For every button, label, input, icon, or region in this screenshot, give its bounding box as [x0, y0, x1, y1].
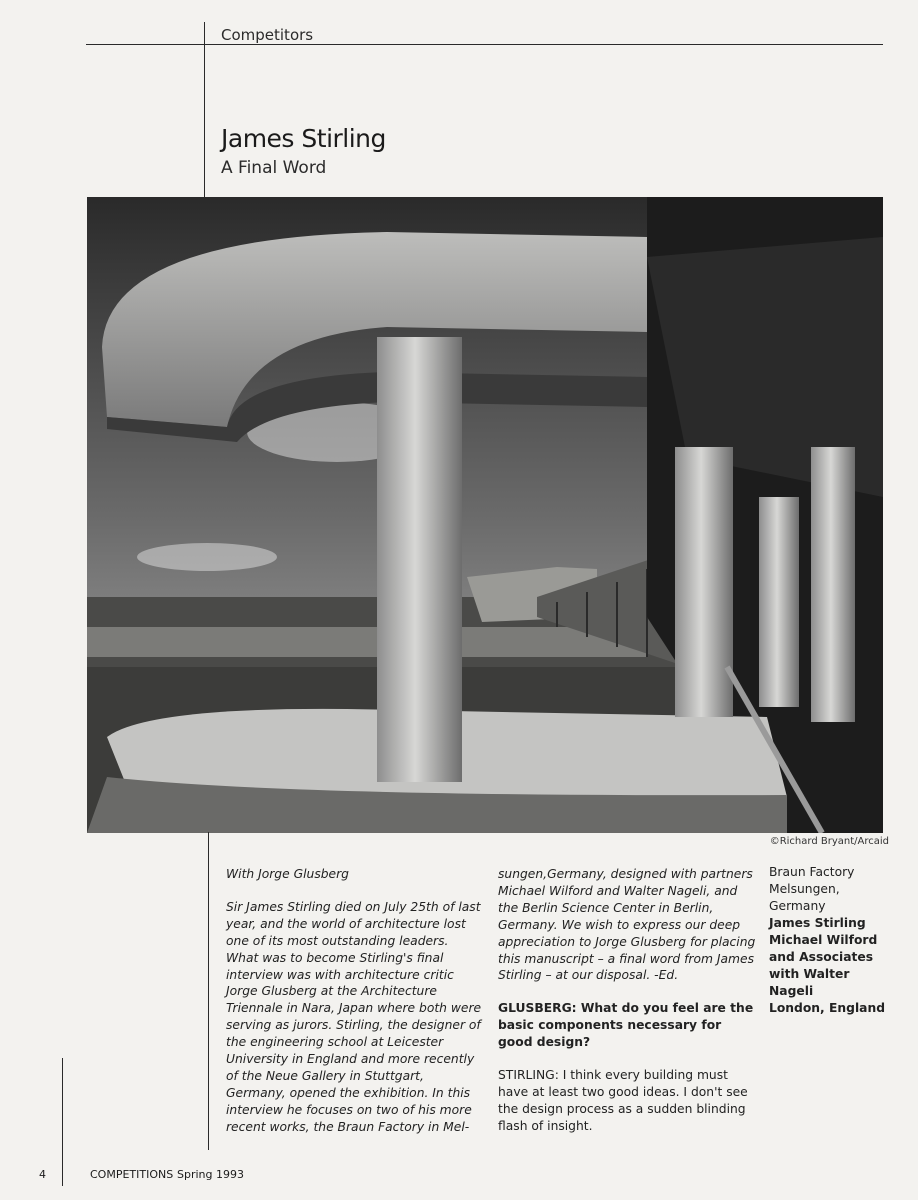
- issue-date: Spring 1993: [177, 1168, 244, 1181]
- interview-question: GLUSBERG: What do you feel are the basic components necessary for good design?: [498, 1001, 754, 1050]
- header-vertical-rule: [204, 22, 205, 198]
- photo-illustration: [87, 197, 883, 833]
- caption-architect: James Stirling: [769, 916, 866, 930]
- caption-project: Braun Factory: [769, 865, 855, 879]
- intro-paragraph: Sir James Stirling died on July 25th of last year, and the world of architecture lost one of its most outstanding leaders. What was to become Stirling's final interview was with architecture critic Jorge Glusberg at the Architecture Triennale in Nara, Japan where both were serving as jurors. Stirling, the designer of the engineering school at Leicester University in England and more recently of the Neue Gallery in Stuttgart, Germany, opened the exhibition. In this interview he focuses on two of his more recent works, the Braun Factory in Mel-: [226, 899, 482, 1134]
- article-column-2: [498, 866, 756, 1135]
- magazine-name: COMPETITIONS: [90, 1168, 174, 1181]
- caption-partner: Michael Wilford: [769, 933, 878, 947]
- caption-location: Melsungen, Germany: [769, 882, 840, 913]
- caption-firm-location: London, England: [769, 1001, 886, 1015]
- header-rule: [86, 44, 883, 45]
- column-vertical-rule: [208, 832, 209, 1150]
- photo-credit: ©Richard Bryant/Arcaid: [769, 836, 889, 847]
- article-subtitle: A Final Word: [221, 158, 327, 178]
- caption-associates: and Associates: [769, 950, 874, 964]
- intro-paragraph-continued: sungen,Germany, designed with partners Michael Wilford and Walter Nageli, and the Berlin Science Center in Berlin, Germany. We wish to express our deep appreciation to Jorge Glusberg for placing this manuscript – a final word from James Stirling – at our disposal. -Ed.: [498, 867, 756, 983]
- page-number: 4: [39, 1168, 46, 1181]
- interview-answer: STIRLING: I think every building must have at least two good ideas. I don't see the design process as a sudden blinding flash of insight.: [498, 1068, 748, 1133]
- article-title: James Stirling: [221, 124, 386, 153]
- article-column-1: [226, 866, 484, 1136]
- footer-vertical-rule: [62, 1058, 63, 1186]
- caption-collaborator: with Walter Nageli: [769, 967, 850, 998]
- section-label: Competitors: [221, 26, 314, 44]
- photo-caption: [769, 864, 889, 1017]
- byline: With Jorge Glusberg: [226, 867, 349, 881]
- braun-factory-photo: [87, 197, 883, 833]
